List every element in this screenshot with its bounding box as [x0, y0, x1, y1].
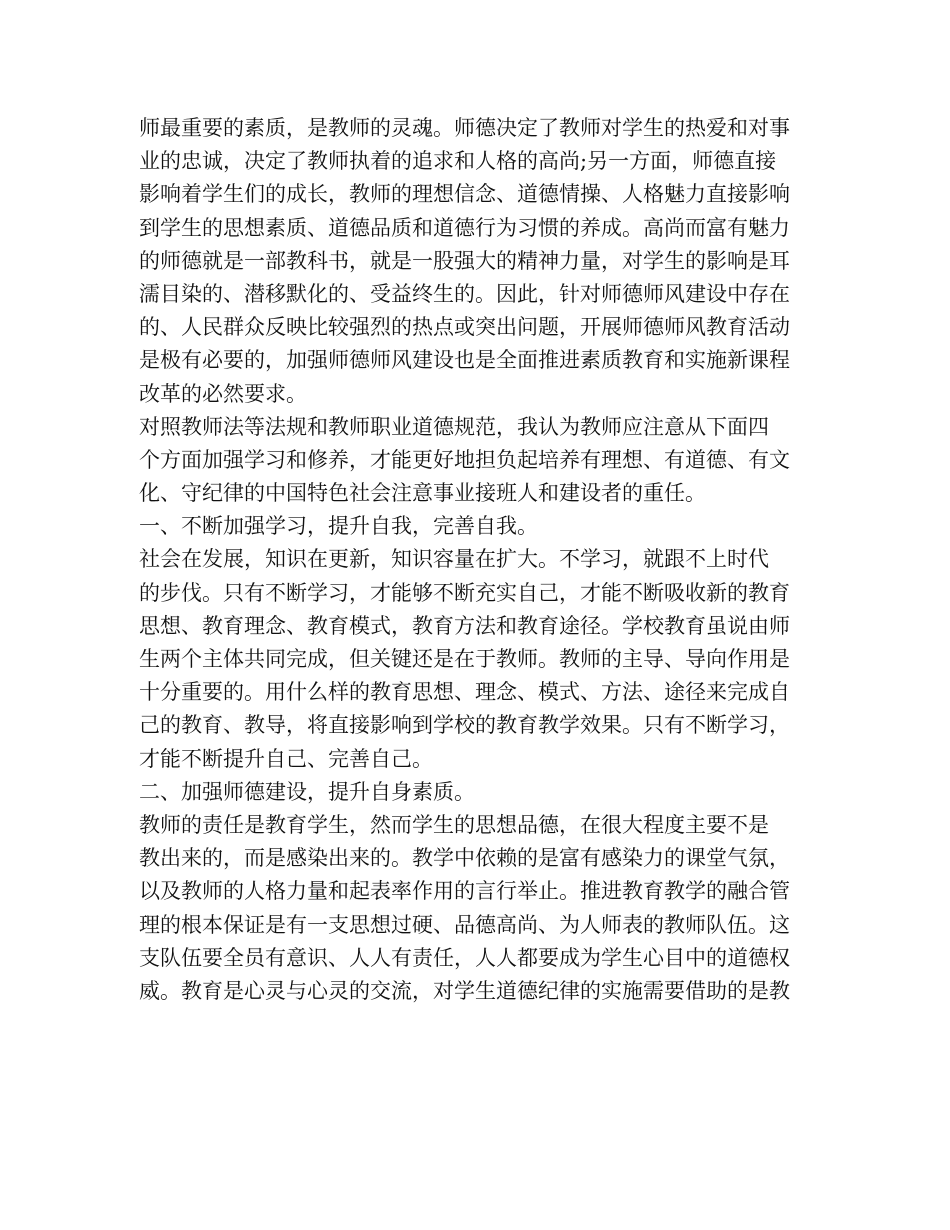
- text-line: 师最重要的素质，是教师的灵魂。师德决定了教师对学生的热爱和对事: [139, 116, 790, 140]
- text-line: 十分重要的。用什么样的教育思想、理念、模式、方法、途径来完成自: [139, 680, 790, 705]
- text-line: 濡目染的、潜移默化的、受益终生的。因此，针对师德师风建设中存在: [139, 281, 790, 306]
- section-heading: 二、加强师德建设，提升自身素质。: [139, 779, 475, 804]
- text-line: 以及教师的人格力量和起表率作用的言行举止。推进教育教学的融合管: [139, 879, 790, 904]
- text-line: 的师德就是一部教科书，就是一股强大的精神力量，对学生的影响是耳: [139, 248, 790, 273]
- text-line: 对照教师法等法规和教师职业道德规范，我认为教师应注意从下面四: [139, 414, 769, 439]
- text-line: 支队伍要全员有意识、人人有责任，人人都要成为学生心目中的道德权: [139, 945, 790, 970]
- text-line: 个方面加强学习和修养，才能更好地担负起培养有理想、有道德、有文: [139, 447, 790, 472]
- text-line: 思想、教育理念、教育模式，教育方法和教育途径。学校教育虽说由师: [139, 613, 790, 638]
- document-body: [139, 112, 829, 1008]
- text-line: 的、人民群众反映比较强烈的热点或突出问题，开展师德师风教育活动: [139, 315, 790, 340]
- text-line: 到学生的思想素质、道德品质和道德行为习惯的养成。高尚而富有魅力: [139, 215, 790, 240]
- text-line: 威。教育是心灵与心灵的交流，对学生道德纪律的实施需要借助的是教: [139, 978, 790, 1003]
- text-line: 才能不断提升自己、完善自己。: [139, 746, 433, 771]
- text-line: 影响着学生们的成长，教师的理想信念、道德情操、人格魅力直接影响: [139, 182, 790, 207]
- section-heading: 一、不断加强学习，提升自我，完善自我。: [139, 514, 538, 539]
- text-line: 教师的责任是教育学生，然而学生的思想品德，在很大程度主要不是: [139, 812, 769, 837]
- text-line: 理的根本保证是有一支思想过硬、品德高尚、为人师表的教师队伍。这: [139, 912, 790, 937]
- text-line: 化、守纪律的中国特色社会注意事业接班人和建设者的重任。: [139, 481, 706, 506]
- text-line: 教出来的，而是感染出来的。教学中依赖的是富有感染力的课堂气氛，: [139, 846, 790, 871]
- text-line: 改革的必然要求。: [139, 381, 307, 406]
- text-line: 己的教育、教导，将直接影响到学校的教育教学效果。只有不断学习，: [139, 713, 790, 738]
- text-line: 的步伐。只有不断学习，才能够不断充实自己，才能不断吸收新的教育: [139, 580, 790, 605]
- text-line: 是极有必要的，加强师德师风建设也是全面推进素质教育和实施新课程: [139, 348, 790, 373]
- text-line: 生两个主体共同完成，但关键还是在于教师。教师的主导、导向作用是: [139, 647, 790, 671]
- text-line: 业的忠诚，决定了教师执着的追求和人格的高尚;另一方面，师德直接: [139, 149, 777, 174]
- text-line: 社会在发展，知识在更新，知识容量在扩大。不学习，就跟不上时代: [139, 547, 769, 572]
